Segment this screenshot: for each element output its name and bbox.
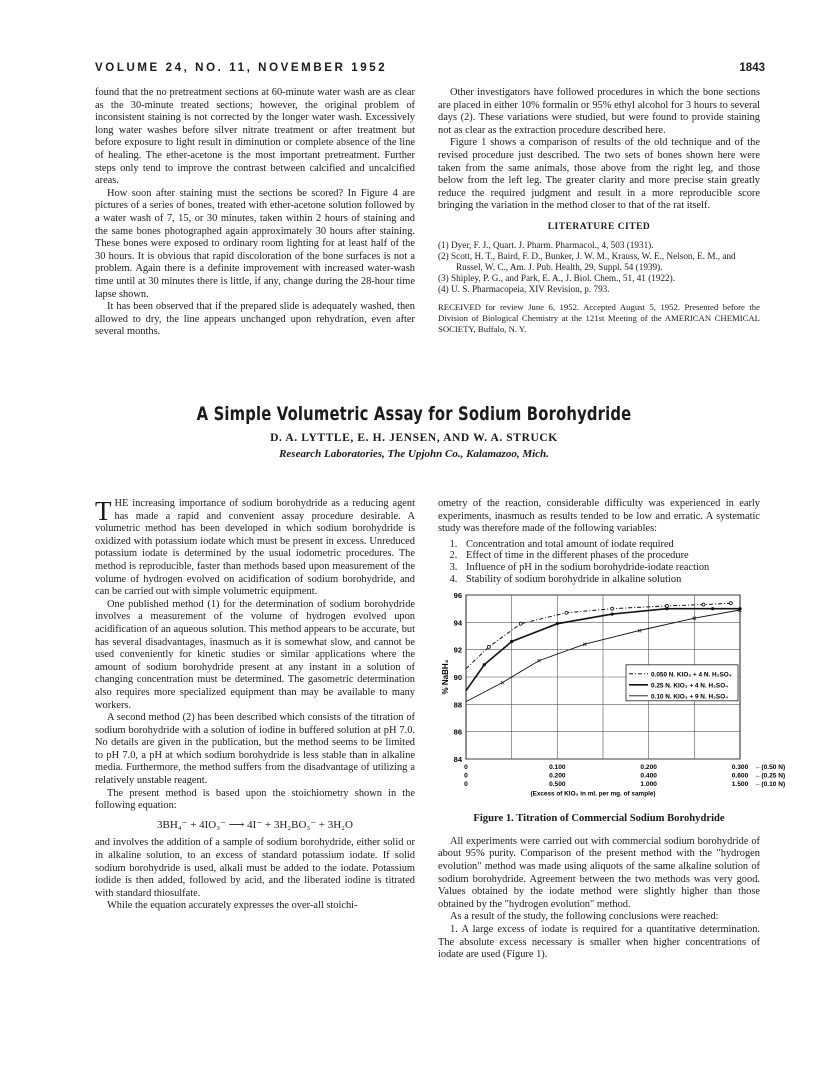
paragraph: While the equation accurately expresses the over-all stoichi- — [107, 900, 358, 912]
data-point — [487, 646, 490, 649]
y-axis-label: % NaBH₄ — [441, 659, 450, 695]
article-right-column — [438, 498, 786, 962]
data-point — [702, 603, 705, 606]
x-tick-label: 0 — [464, 781, 468, 789]
paragraph: found that the no pretreatment sections at 60-minute water wash are as clear as the 30-minute treated sections; however, the original problem of inconsistent staining is not corrected by the longer water wash. Excessively long water washes before silver nitrate treatment or after treatment but before exposure to light result in diminution or complete absence of the line of healing. The ether-acetone is the most important pretreatment. Further steps only tend to improve the contrast between calcified and uncalcified areas. — [95, 87, 415, 187]
running-head: VOLUME 24, NO. 11, NOVEMBER 1952 — [95, 62, 388, 74]
x-tick-label: 0.600 — [731, 772, 749, 780]
list-item: 3. Influence of pH in the sodium borohydride-iodate reaction — [460, 562, 760, 574]
paragraph: How soon after staining must the sections be scored? In Figure 4 are pictures of a series of bones, treated with ether-acetone solution followed by a water wash of 7, 15, or 30 minutes, taken within 2 hours of staining and the same bones photographed again approximately 30 hours after staining. These bones were exposed to ordinary room lighting for at least half of the 30 hours. It is obvious that rapid discoloration of the bone surfaces is not a problem. Again there is a definite improvement with increased water-wash time until at 30 minutes there is little, if any, change during the 28-hour time lapse shown. — [95, 187, 415, 300]
figure-caption: Figure 1. Titration of Commercial Sodium Borohydride — [473, 813, 725, 825]
article-affiliation: Research Laboratories, The Upjohn Co., Kalamazoo, Mich. — [279, 448, 549, 460]
y-tick-label: 96 — [453, 591, 462, 601]
list-item: 1. Concentration and total amount of iodate required — [460, 539, 760, 551]
y-tick-label: 88 — [453, 700, 462, 710]
data-point: × — [500, 678, 505, 688]
variables-list — [438, 539, 760, 585]
paragraph — [95, 498, 415, 599]
paragraph: Other investigators have followed procedures in which the bone sections are placed in either 10% formalin or 95% ethyl alcohol for 3 hours to several days (2). These variations were studied, but were found to provide staining not as clear as the extraction procedure described here. — [438, 87, 760, 136]
data-point: × — [637, 626, 642, 636]
data-point — [519, 622, 522, 625]
reference-list — [438, 240, 760, 295]
received-note: RECEIVED for review June 6, 1952. Accepted August 5, 1952. Presented before the Division of Biological Chemistry at the 121st Meeting of the AMERICAN CHEMICAL SOCIETY, Buffalo, N. Y. — [438, 301, 760, 334]
paragraph: A second method (2) has been described which consists of the titration of sodium borohydride with a solution of iodine in buffered solution at pH 7.0. No details are given in the publication, but the method seems to be limited to pH 7.0, a pH at which sodium borohydride is less stable than in alkaline media. Furthermore, the method suffers from the disadvantage of utilizing a relatively unstable reagent. — [95, 712, 415, 787]
paragraph: Figure 1 shows a comparison of results of the old technique and of the revised procedure just described. The two sets of bones shown here were taken from the same animals, those above from the right leg, and those below from the left leg. The greater clarity and more precise stain greatly reduce the required judgment and result in a more reproducible score bringing the variation in the method closer to that of the rat itself. — [438, 137, 760, 212]
paragraph-text: HE increasing importance of sodium borohydride as a reducing agent has made a rapid and convenient assay procedure desirable. A volumetric method has been developed in which sodium borohydride is oxidized with potassium iodate which must be present in excess. Unreduced potassium iodate is determined by the usual iodometric procedures. The method is reproducible, faster than methods based upon measurement of the volume of hydrogen evolved on acidification of sodium borohydride, and can be carried out with simple volumetric equipment. — [95, 498, 415, 598]
y-tick-label: 92 — [453, 645, 462, 655]
x-tick-label: 0.400 — [640, 772, 657, 780]
legend-label: 0.25 N. KIO₃ + 4 N. H₂SO₄ — [651, 682, 729, 690]
reaction-equation: 3BH₄⁻ + 4IO₃⁻ ⟶ 4I⁻ + 3H₂BO₃⁻ + 3H₂O — [157, 818, 353, 831]
x-tick-label: 0.100 — [549, 764, 566, 772]
series-line — [466, 603, 731, 669]
x-tick-label: 0.300 — [731, 764, 749, 772]
drop-cap: T — [95, 496, 112, 526]
reference: (2) Scott, H. T., Baird, F. D., Bunker, J. W. M., Krauss, W. E., Nelson, E. M., and Russel, W. C., Am. J. Pub. Health, 29, Suppl. 54 (1939). — [438, 250, 736, 272]
x-tick-label: ←(0.50 N) — [754, 764, 786, 772]
article-authors: D. A. LYTTLE, E. H. JENSEN, AND W. A. STRUCK — [270, 432, 558, 444]
x-tick-label: 0.200 — [549, 772, 566, 780]
data-point — [665, 605, 668, 608]
paragraph: and involves the addition of a sample of sodium borohydride, either solid or in alkaline solution, to an excess of standard potassium iodate. If solid sodium borohydride is used, alkali must be added to the iodate. Potassium iodide is then added, followed by acid, and the liberated iodine is titrated with standard thiosulfate. — [95, 837, 415, 899]
top-right-column — [438, 87, 760, 335]
data-point: × — [536, 656, 542, 666]
data-point — [510, 640, 513, 643]
paragraph: The present method is based upon the stoichiometry shown in the following equation: — [95, 787, 415, 812]
paragraph: ometry of the reaction, considerable difficulty was experienced in early experiments, inasmuch as results tended to be low and erratic. A systematic study was therefore made of the following variables: — [438, 498, 760, 535]
data-point: × — [582, 640, 588, 650]
data-point — [611, 613, 614, 616]
x-tick-label: 0 — [464, 772, 468, 780]
x-tick-label: 0 — [464, 764, 468, 772]
data-point — [556, 622, 559, 625]
data-point — [665, 607, 668, 610]
paragraph: One published method (1) for the determination of sodium borohydride involves a measurement of the volume of hydrogen evolved upon acidification of an aqueous solution. This method appears to be accurate, but has several disadvantages, inasmuch as it is somewhat slow, and cannot be used conveniently for kinetic studies or similar applications where the amount of sodium borohydride present at any instant in a solution of changing concentration must be determined. The gasometric determination also requires more specialized equipment than may be available to many workers. — [95, 598, 415, 711]
y-tick-label: 90 — [453, 673, 462, 683]
top-left-column — [95, 87, 415, 339]
legend-label: 0.10 N. KIO₃ + 9 N. H₂SO₄ — [651, 693, 729, 701]
list-item: 4. Stability of sodium borohydride in alkaline solution — [460, 574, 760, 586]
data-point — [483, 663, 486, 666]
figure-1-chart — [438, 589, 786, 809]
x-tick-label: 0.200 — [640, 764, 657, 772]
data-point — [729, 602, 732, 605]
paragraph: As a result of the study, the following conclusions were reached: — [450, 911, 719, 923]
list-item: 2. Effect of time in the different phases of the procedure — [460, 550, 760, 562]
data-point: × — [691, 614, 697, 624]
reference: (4) U. S. Pharmacopeia, XIV Revision, p. 793. — [438, 283, 610, 294]
paragraph: 1. A large excess of iodate is required for a quantitative determination. The absolute excess necessary is smaller when higher concentrations of iodate are used (Figure 1). — [438, 923, 760, 961]
data-point: × — [737, 606, 743, 616]
page-number: 1843 — [739, 62, 765, 74]
data-point — [711, 607, 714, 610]
y-tick-label: 84 — [453, 755, 462, 765]
reference: (3) Shipley, P. G., and Park, E. A., J. Biol. Chem., 51, 41 (1922). — [438, 272, 675, 283]
x-tick-label: 1.000 — [640, 781, 657, 789]
article-left-column — [95, 498, 415, 913]
paragraph: It has been observed that if the prepared slide is adequately washed, then allowed to dry, the line appears unchanged upon rehydration, even after several months. — [95, 301, 415, 338]
page-header — [95, 62, 765, 78]
y-tick-label: 86 — [453, 727, 462, 737]
data-point — [611, 607, 614, 610]
x-axis-label: (Excess of KIO₃ in ml. per mg. of sample) — [530, 790, 656, 798]
x-tick-label: 1.500 — [731, 781, 749, 789]
x-tick-label: 0.500 — [549, 781, 566, 789]
legend-label: 0.050 N. KIO₃ + 4 N. H₂SO₄ — [651, 671, 732, 679]
x-tick-label: ←(0.10 N) — [754, 781, 786, 789]
data-point — [565, 611, 568, 614]
y-tick-label: 94 — [453, 618, 462, 628]
x-tick-label: ←(0.25 N) — [754, 772, 786, 780]
literature-heading: LITERATURE CITED — [547, 221, 651, 232]
paragraph: All experiments were carried out with commercial sodium borohydride of about 95% purity. Comparison of the present method with the "hydrogen evolution" method was made using aliquots of the same alkaline solution of sodium borohydride. Agreement between the two methods was very good. Values obtained by the iodate method were slightly higher than those obtained by the "hydrogen evolution" method. — [438, 835, 760, 910]
article-title: A Simple Volumetric Assay for Sodium Borohydride — [196, 403, 632, 425]
reference: (1) Dyer, F. J., Quart. J. Pharm. Pharmacol., 4, 503 (1931). — [438, 239, 654, 250]
